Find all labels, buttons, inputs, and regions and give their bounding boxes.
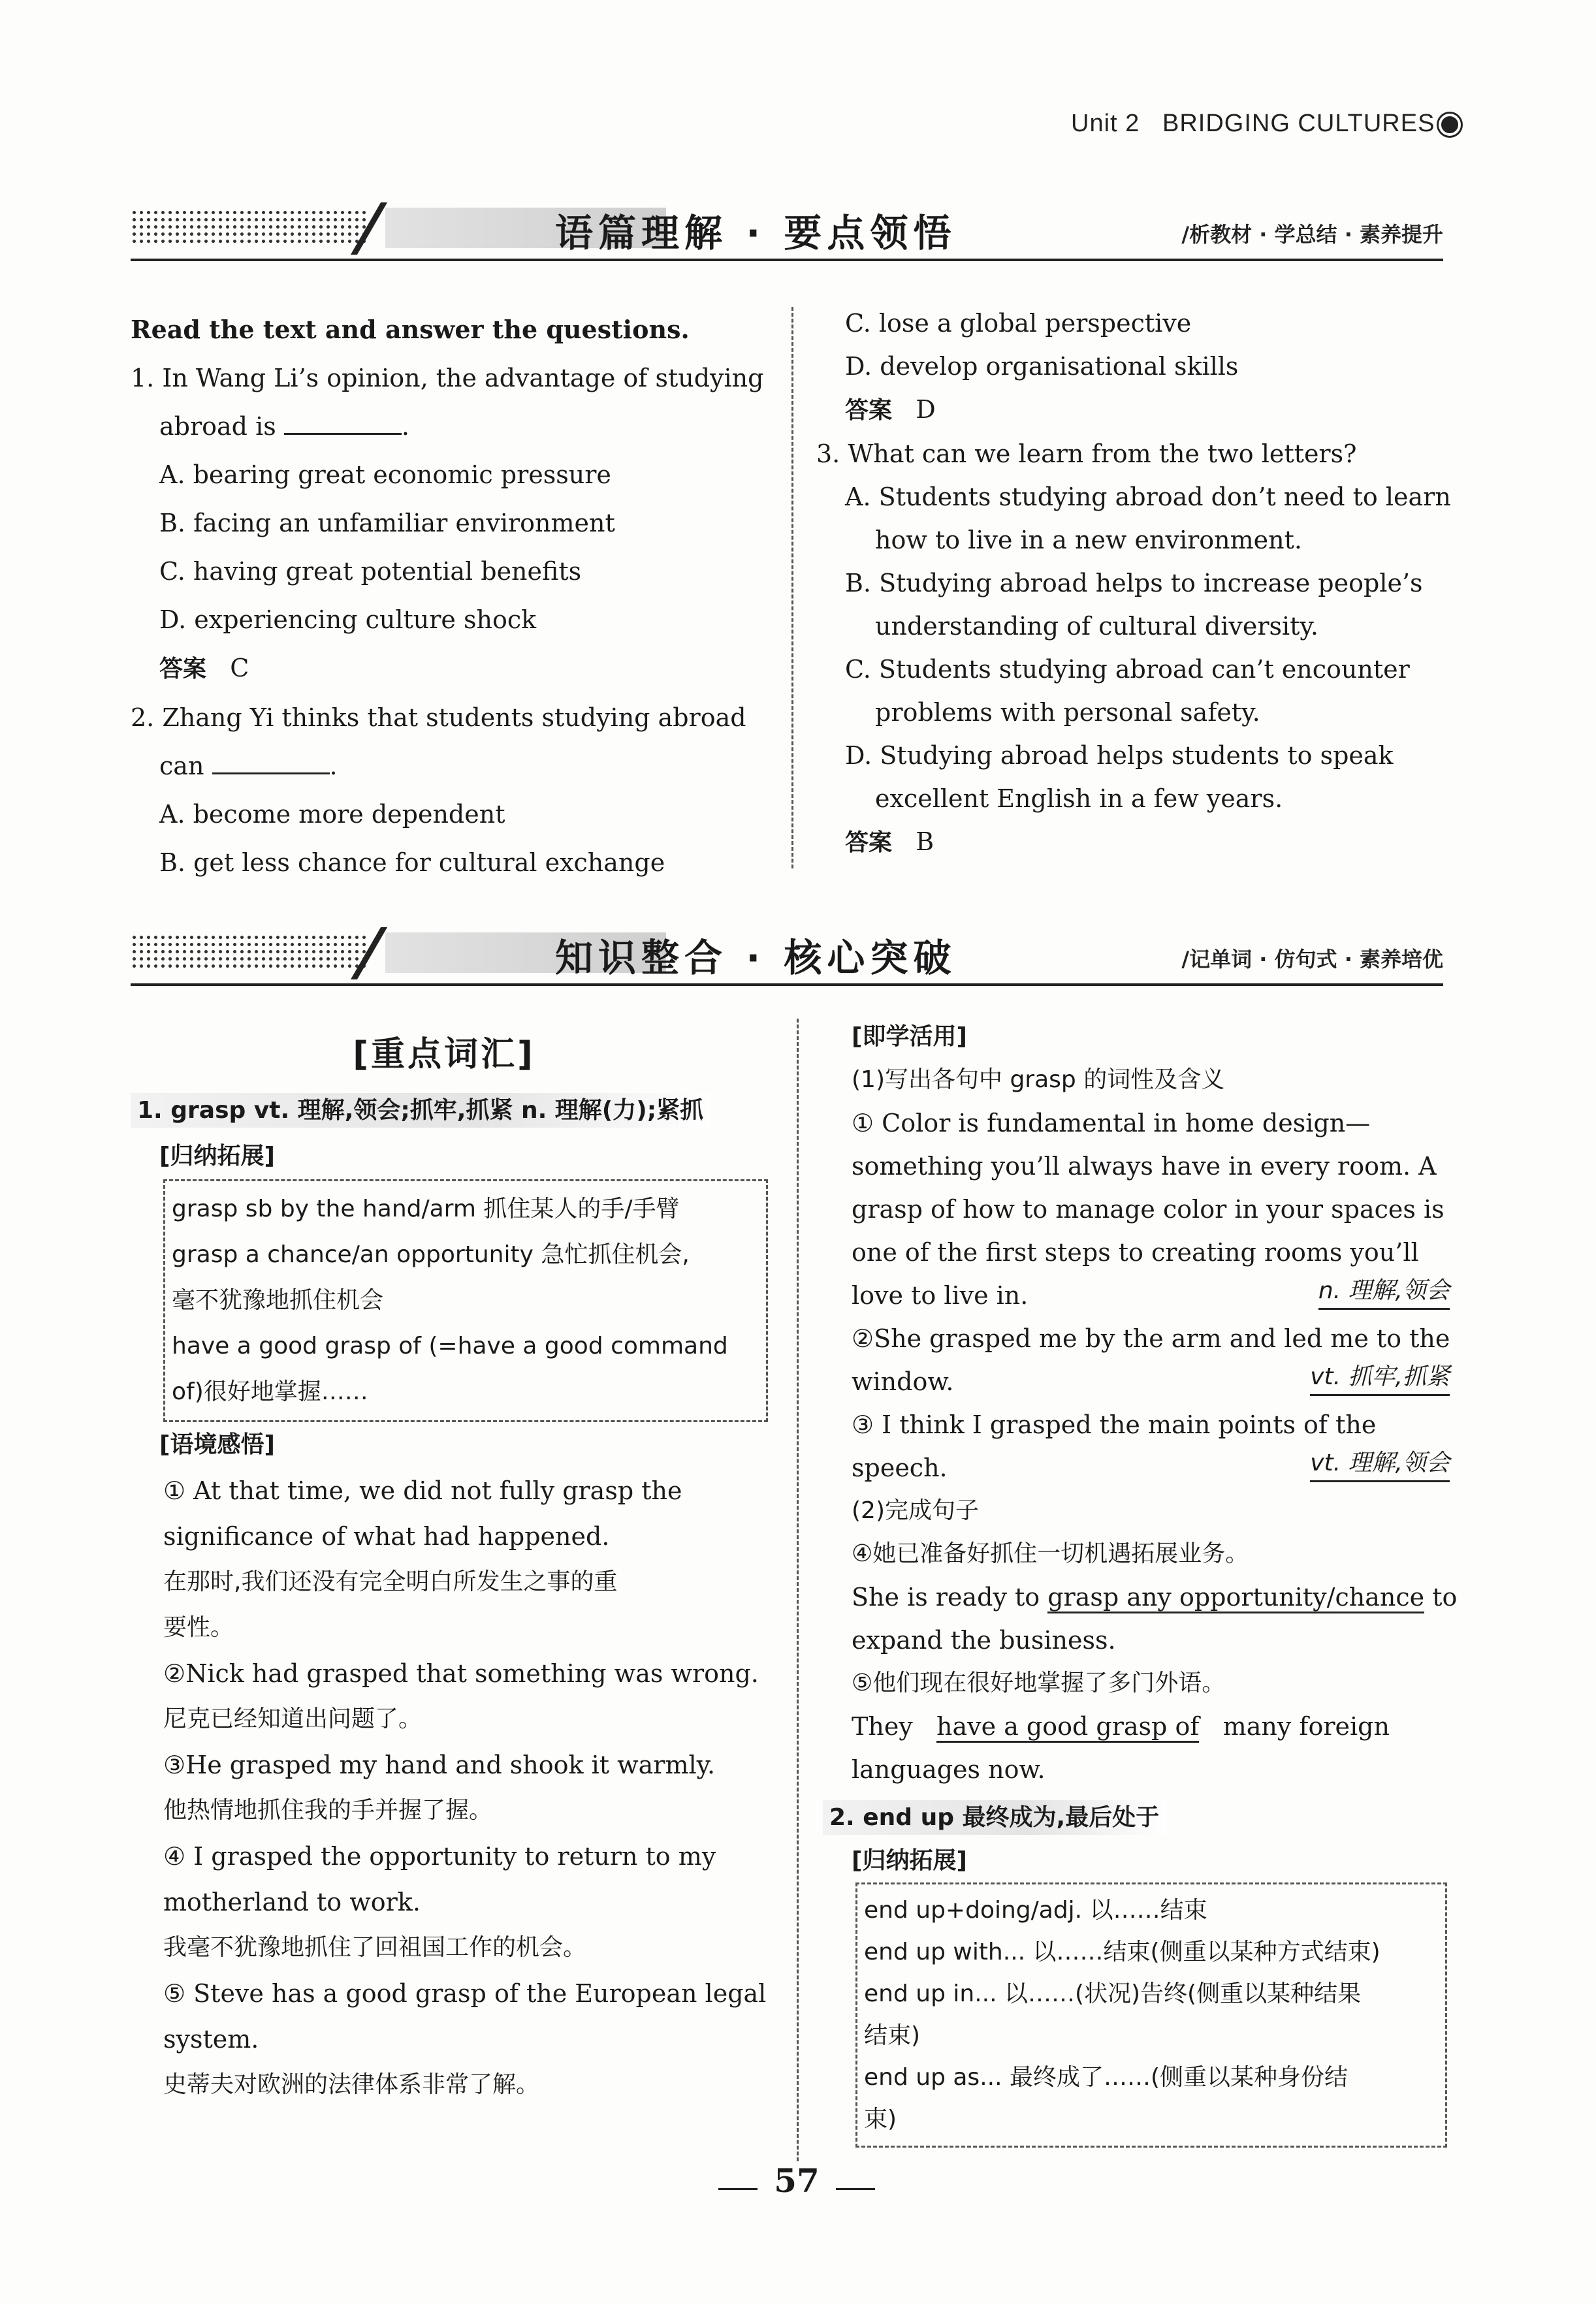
filled-answer: have a good grasp of	[936, 1712, 1199, 1743]
dot-pattern-decoration	[131, 934, 366, 970]
question-3: 3. What can we learn from the two letters?	[816, 439, 1357, 468]
q3-option-c: C. Students studying abroad can’t encounter	[845, 655, 1410, 684]
q3-option-d: D. Studying abroad helps students to speak	[845, 741, 1394, 770]
q1-option-c: C. having great potential benefits	[159, 557, 582, 586]
vocab-left-column	[131, 1032, 784, 2108]
task-heading: (1)写出各句中 grasp 的词性及含义	[852, 1066, 1225, 1093]
q3-option-b: B. Studying abroad helps to increase people’s	[845, 569, 1423, 597]
expansion-box: end up+doing/adj. 以……结束 end up with... 以……结束(侧重以某种方式结束) end up in... 以……(状况)告终(侧重以某种结果 结束) end up as... 最终成了……(侧重以某种身份结 束)	[855, 1882, 1447, 2148]
banner-subtitle: /析教材 · 学总结 · 素养提升	[1181, 222, 1443, 247]
tag-label: [即学活用]	[852, 1023, 967, 1050]
vocab-right-column	[823, 1015, 1458, 2148]
section-title: [重点词汇]	[353, 1035, 535, 1074]
reading-right-column: C. lose a global perspective D. develop organisational skills 答案 D 3. What can we learn from the two letters? A. Students studying abroad don’t need to learn how to live in a new environment. B. Studying abroad helps to increase people’s understanding of cultural diversity. C. Students studying abroad can’t encounter problems with personal safety. D. Studying abroad helps students to speak excellent English in a few years. 答案 B	[816, 302, 1450, 865]
rule-right	[836, 2188, 875, 2190]
q1-option-b: B. facing an unfamiliar environment	[159, 509, 615, 537]
banner-subtitle: /记单词 · 仿句式 · 素养培优	[1181, 947, 1443, 972]
banner-title: 知识整合 · 核心突破	[555, 936, 957, 980]
page-number-area	[705, 2161, 888, 2200]
answer-blank	[284, 411, 402, 435]
tag-label: [归纳拓展]	[852, 1847, 967, 1874]
filled-answer: grasp any opportunity/chance	[1047, 1583, 1424, 1613]
answer-text: vt. 抓牢,抓紧	[1310, 1360, 1450, 1396]
task-2: ④她已准备好抓住一切机遇拓展业务。 She is ready to grasp any opportunity/chance to expand the business. ⑤他们现在很好地掌握了多门外语。 They have a good grasp of many foreign languages now.	[852, 1540, 1458, 1784]
q1-answer: 答案 C	[159, 654, 249, 682]
section-banner-knowledge	[131, 921, 1443, 986]
expansion-box: grasp sb by the hand/arm 抓住某人的手/手臂 grasp a chance/an opportunity 急忙抓住机会, 毫不犹豫地抓住机会 have a good grasp of (=have a good command of)很好地掌握……	[163, 1179, 768, 1422]
question-2: 2. Zhang Yi thinks that students studying abroad	[131, 703, 746, 732]
rule-left	[718, 2188, 758, 2190]
banner-rule	[131, 259, 1443, 261]
dot-pattern-decoration	[131, 209, 366, 246]
q2-option-d: D. develop organisational skills	[845, 352, 1239, 381]
reading-instruction: Read the text and answer the questions.	[131, 315, 690, 344]
page-number: 57	[774, 2161, 820, 2200]
tag-label: [归纳拓展]	[159, 1143, 275, 1169]
word-heading: 1. grasp vt. 理解,领会;抓牢,抓紧 n. 理解(力);紧抓	[131, 1093, 710, 1128]
word-heading: 2. end up 最终成为,最后处于	[823, 1800, 1166, 1835]
answer-blank	[212, 750, 330, 774]
q2-option-c: C. lose a global perspective	[845, 309, 1192, 338]
q1-option-d: D. experiencing culture shock	[159, 605, 537, 634]
task-1: ① Color is fundamental in home design— something you’ll always have in every room. A grasp of how to manage color in your spaces is one of the first steps to creating rooms you’ll love to live in. n. 理解,领会 ②She grasped me by the arm and led me to the window. vt. 抓牢,抓紧 ③ I think I grasped the main points of the speech. vt. 理解,领会	[852, 1109, 1450, 1482]
section-banner-reading	[131, 196, 1443, 261]
answer-text: n. 理解,领会	[1318, 1274, 1450, 1310]
answer-text: vt. 理解,领会	[1310, 1446, 1450, 1482]
unit-title: BRIDGING CULTURES	[1162, 110, 1435, 137]
example-sentence: ③He grasped my hand and shook it warmly.	[163, 1751, 716, 1779]
example-sentence: ① At that time, we did not fully grasp the	[163, 1476, 682, 1505]
tag-label: [语境感悟]	[159, 1431, 275, 1458]
examples: ① At that time, we did not fully grasp the significance of what had happened. 在那时,我们还没有完全明白所发生之事的重 要性。 ②Nick had grasped that something was wrong. 尼克已经知道出问题了。 ③He grasped my hand and shook it warmly. 他热情地抓住我的手并握了握。 ④ I grasped the opportunity to return to my motherland to work. 我毫不犹豫地抓住了回祖国工作的机会。 ⑤ Steve has a good grasp of the European legal system. 史蒂夫对欧洲的法律体系非常了解。	[131, 1468, 784, 2108]
example-sentence: ④ I grasped the opportunity to return to my	[163, 1842, 716, 1871]
q3-answer: 答案 B	[845, 827, 934, 856]
example-sentence: ②Nick had grasped that something was wrong.	[163, 1659, 759, 1688]
q2-option-b: B. get less chance for cultural exchange	[159, 848, 665, 877]
column-divider	[791, 307, 793, 868]
example-sentence: ⑤ Steve has a good grasp of the European legal	[163, 1979, 767, 2008]
q1-option-a: A. bearing great economic pressure	[159, 460, 611, 489]
banner-rule	[131, 983, 1443, 986]
unit-label: Unit 2	[1071, 110, 1140, 137]
q3-option-a: A. Students studying abroad don’t need to learn	[845, 483, 1451, 511]
banner-title: 语篇理解 · 要点领悟	[555, 211, 957, 255]
q2-option-a: A. become more dependent	[159, 800, 505, 829]
q2-answer: 答案 D	[845, 395, 936, 424]
running-header	[1071, 110, 1461, 138]
column-divider	[797, 1019, 799, 2161]
reading-left-column: Read the text and answer the questions. 1. In Wang Li’s opinion, the advantage of studying abroad is . A. bearing great economic pressure B. facing an unfamiliar environment C. having great potential benefits D. experiencing culture shock 答案 C 2. Zhang Yi thinks that students studying abroad can . A. become more dependent B. get less chance for cultural exchange	[131, 306, 777, 887]
task-heading: (2)完成句子	[852, 1497, 979, 1524]
question-1: 1. In Wang Li’s opinion, the advantage of studying	[131, 364, 764, 392]
circle-bullet-icon	[1439, 114, 1461, 136]
